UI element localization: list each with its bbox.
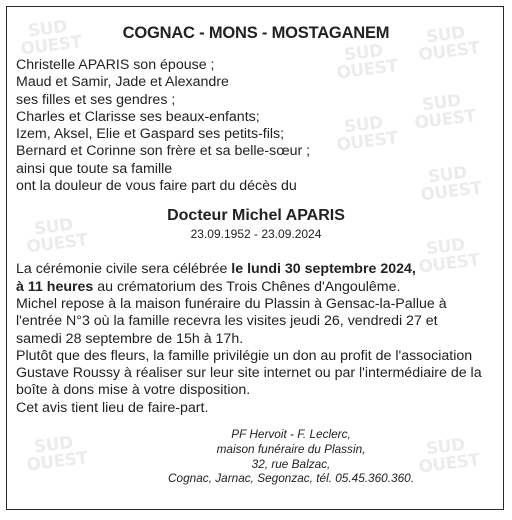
notice-content [16, 7, 496, 486]
ceremony-line [16, 279, 496, 296]
ceremony-date: le lundi 30 septembre 2024, [231, 261, 416, 278]
sud-ouest-watermark-logo: SUD OUEST [417, 22, 481, 66]
family-line: ses filles et ses gendres ; [16, 91, 176, 108]
ceremony-text: La cérémonie civile sera célébrée [16, 261, 232, 278]
sud-ouest-watermark-logo: SUD OUEST [25, 214, 89, 258]
ceremony-line: samedi 28 septembre de 15h à 17h. [16, 330, 244, 347]
family-line: Izem, Aksel, Elie et Gaspard ses petits-fils; [16, 126, 285, 143]
obituary-notice [6, 6, 504, 510]
family-line: Maud et Samir, Jade et Alexandre [16, 74, 229, 91]
family-line: Bernard et Corinne son frère et sa belle-sœur ; [16, 143, 311, 160]
signature-line: Cognac, Jarnac, Segonzac, tél. 05.45.360.360. [168, 471, 414, 486]
sud-ouest-watermark-logo: SUD OUEST [19, 16, 83, 60]
ceremony-details [16, 261, 496, 417]
sud-ouest-watermark-logo: SUD OUEST [417, 434, 481, 478]
family-list [16, 57, 496, 195]
ceremony-line: Cet avis tient lieu de faire-part. [16, 399, 209, 416]
sud-ouest-watermark-logo: SUD OUEST [335, 112, 399, 156]
sud-ouest-watermark-logo: SUD OUEST [335, 40, 399, 84]
ceremony-text: au crématorium des Trois Chênes d'Angoulême. [93, 278, 401, 295]
life-dates: 23.09.1952 - 23.09.2024 [190, 227, 322, 242]
ceremony-time: à 11 heures [16, 278, 94, 295]
ceremony-line: l'entrée N°3 où la famille recevra les visites jeudi 26, vendredi 27 et [16, 313, 438, 330]
family-line: Charles et Clarisse ses beaux-enfants; [16, 108, 260, 125]
sud-ouest-watermark-logo: SUD OUEST [25, 432, 89, 476]
sud-ouest-watermark-logo: SUD OUEST [413, 90, 477, 134]
ceremony-line: boîte à dons mise à votre disposition. [16, 382, 251, 399]
family-line: ont la douleur de vous faire part du décès du [16, 178, 297, 195]
sud-ouest-watermark-logo: SUD OUEST [419, 162, 483, 206]
ceremony-line: Michel repose à la maison funéraire du Plassin à Gensac-la-Pallue à [16, 295, 447, 312]
signature-line: PF Hervoit - F. Leclerc, [231, 427, 351, 442]
ceremony-line: Gustave Roussy à réaliser sur leur site internet ou par l'intermédiaire de la [16, 365, 482, 382]
signature-line: 32, rue Balzac, [251, 456, 331, 471]
family-line: ainsi que toute sa famille [16, 160, 173, 177]
funeral-home-signature [16, 427, 496, 486]
deceased-name: Docteur Michel APARIS [167, 207, 345, 225]
ceremony-line [16, 261, 496, 278]
ceremony-line: Plutôt que des fleurs, la famille privilégie un don au profit de l'association [16, 347, 473, 364]
notice-heading: COGNAC - MONS - MOSTAGANEM [122, 24, 390, 42]
sud-ouest-watermark-logo: SUD OUEST [417, 234, 481, 278]
signature-line: maison funéraire du Plassin, [216, 441, 366, 456]
family-line: Christelle APARIS son épouse ; [16, 57, 215, 73]
